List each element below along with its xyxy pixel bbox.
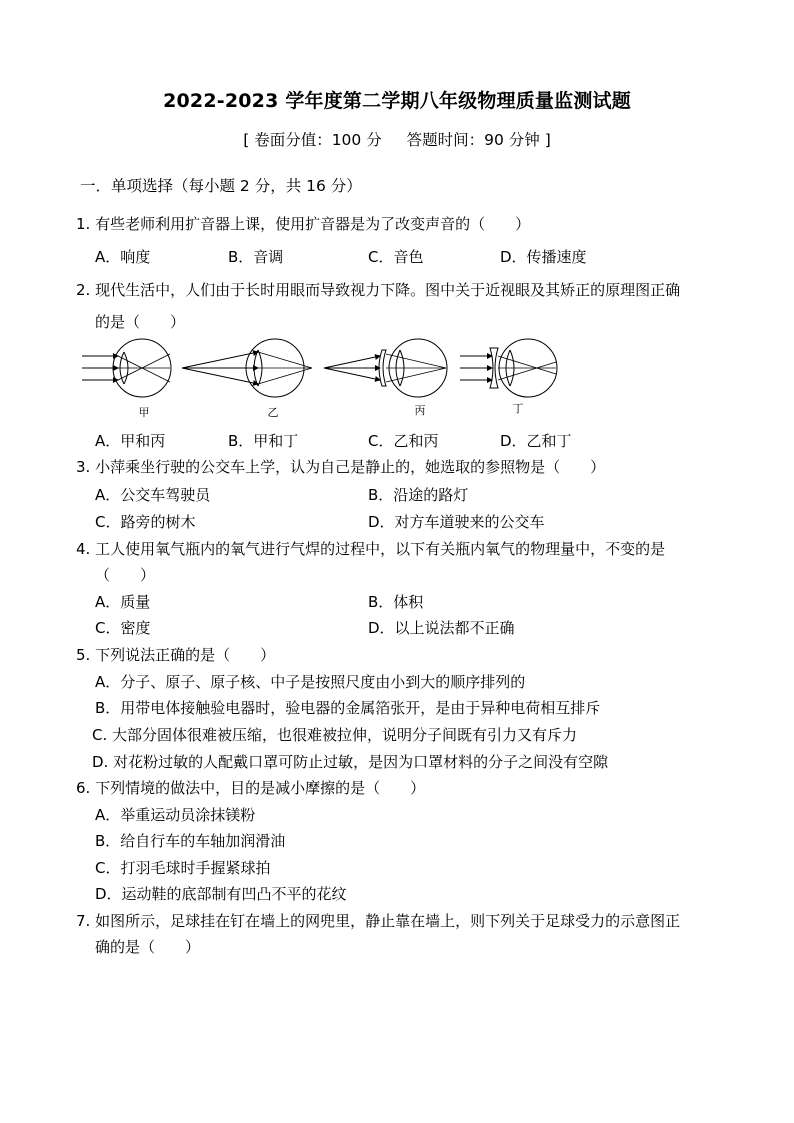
question-2 — [76, 279, 680, 300]
diagram-bing — [324, 339, 447, 417]
question-number: 5. — [76, 646, 91, 664]
figure-label-jia: 甲 — [138, 406, 150, 419]
score-info: [ 卷面分值：100 分 — [243, 131, 382, 149]
option-d: D．以上说法都不正确 — [368, 619, 515, 637]
option-d: D．运动鞋的底部制有凹凸不平的花纹 — [95, 885, 347, 903]
question-stem: 下列情境的做法中，目的是减小摩擦的是（ ） — [95, 779, 426, 797]
question-4 — [76, 538, 665, 559]
time-info: 答题时间：90 分钟 ] — [406, 131, 551, 149]
option-a: A．公交车驾驶员 — [95, 486, 211, 504]
question-1 — [76, 213, 530, 234]
question-5 — [76, 644, 275, 665]
option-c: C．乙和丙 — [368, 432, 439, 450]
exam-subtitle — [0, 128, 794, 150]
option-c: C. 大部分固体很难被压缩，也很难被拉伸，说明分子间既有引力又有斥力 — [92, 726, 578, 744]
question-stem: 如图所示，足球挂在钉在墙上的网兜里，静止靠在墙上，则下列关于足球受力的示意图正 — [95, 912, 681, 930]
question-number: 6. — [76, 779, 91, 797]
option-a: A．甲和丙 — [95, 432, 166, 450]
question-stem: 有些老师利用扩音器上课，使用扩音器是为了改变声音的（ ） — [95, 215, 531, 233]
option-b: B．甲和丁 — [228, 432, 299, 450]
figure-label-ding: 丁 — [512, 402, 524, 415]
option-b: B．用带电体接触验电器时，验电器的金属箔张开，是由于异种电荷相互排斥 — [95, 699, 601, 717]
question-stem: 小萍乘坐行驶的公交车上学，认为自己是静止的，她选取的参照物是（ ） — [95, 458, 606, 476]
question-3 — [76, 456, 605, 477]
option-a: A．质量 — [95, 593, 151, 611]
option-a: A．分子、原子、原子核、中子是按照尺度由小到大的顺序排列的 — [95, 673, 526, 691]
eye-lens-figure — [80, 338, 570, 420]
option-d: D．对方车道驶来的公交车 — [368, 513, 545, 531]
question-number: 1. — [76, 215, 91, 233]
diagram-yi — [182, 339, 312, 419]
question-stem: 下列说法正确的是（ ） — [95, 646, 276, 664]
option-c: C．路旁的树木 — [95, 513, 196, 531]
option-a: A．举重运动员涂抹镁粉 — [95, 806, 256, 824]
question-6 — [76, 777, 425, 798]
figure-label-bing: 丙 — [414, 404, 426, 417]
option-b: B．沿途的路灯 — [368, 486, 469, 504]
exam-title: 2022-2023 学年度第二学期八年级物理质量监测试题 — [163, 90, 631, 112]
figure-label-yi: 乙 — [267, 406, 279, 419]
question-7 — [76, 910, 680, 931]
diagram-ding — [460, 339, 557, 415]
question-number: 7. — [76, 912, 91, 930]
question-stem-continued: 确的是（ ） — [95, 938, 201, 956]
option-d: D. 对花粉过敏的人配戴口罩可防止过敏，是因为口罩材料的分子之间没有空隙 — [92, 753, 609, 771]
option-c: C．音色 — [368, 248, 424, 266]
question-stem: 工人使用氧气瓶内的氧气进行气焊的过程中，以下有关瓶内氧气的物理量中，不变的是 — [95, 540, 666, 558]
section-heading: 一．单项选择（每小题 2 分，共 16 分） — [80, 177, 362, 195]
option-a: A．响度 — [95, 248, 151, 266]
question-number: 2. — [76, 281, 91, 299]
option-b: B．给自行车的车轴加润滑油 — [95, 832, 286, 850]
question-number: 4. — [76, 540, 91, 558]
option-d: D．乙和丁 — [500, 432, 572, 450]
question-stem-continued: 的是（ ） — [95, 313, 186, 331]
option-c: C．打羽毛球时手握紧球拍 — [95, 859, 271, 877]
option-c: C．密度 — [95, 619, 151, 637]
diagram-jia — [82, 339, 171, 419]
option-b: B．体积 — [368, 593, 424, 611]
option-b: B．音调 — [228, 248, 284, 266]
question-number: 3. — [76, 458, 91, 476]
question-stem-continued: （ ） — [95, 566, 156, 584]
question-stem: 现代生活中，人们由于长时用眼而导致视力下降。图中关于近视眼及其矫正的原理图正确 — [95, 281, 681, 299]
option-d: D．传播速度 — [500, 248, 587, 266]
